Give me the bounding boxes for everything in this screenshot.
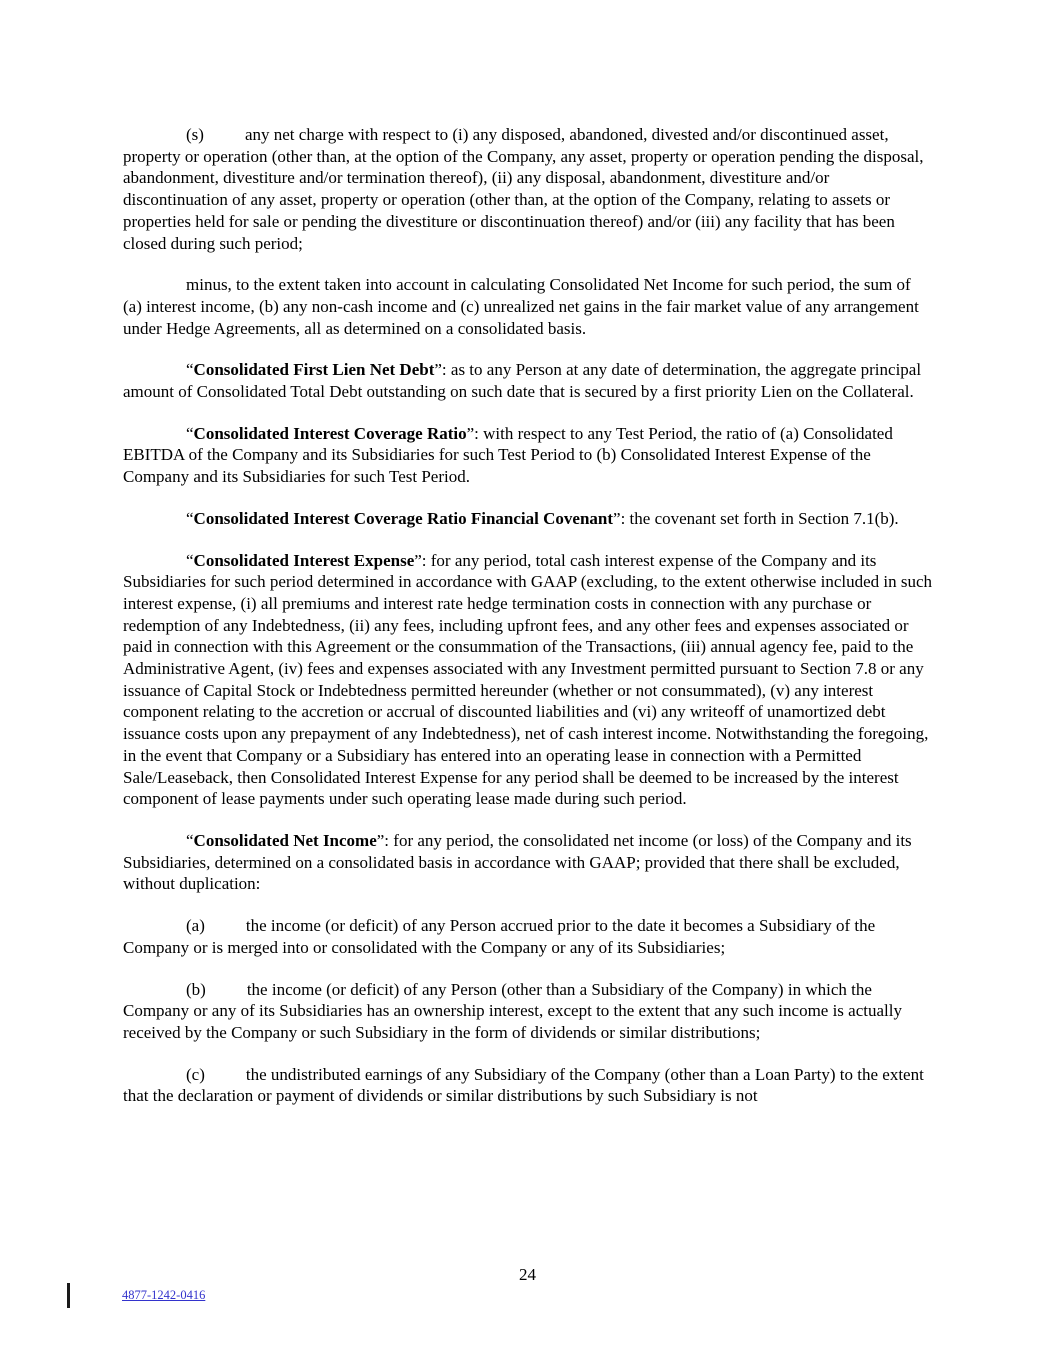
- open-quote: “: [186, 360, 194, 380]
- clause-text: the undistributed earnings of any Subsidiary of the Company (other than a Loan Party) to the extent that the declaration or payment of dividends or similar distributions by such Subsidiary is not: [123, 1064, 924, 1106]
- document-id-link[interactable]: 4877-1242-0416: [122, 1288, 206, 1302]
- defined-term: Consolidated Interest Expense: [193, 550, 415, 570]
- paragraph-text: minus, to the extent taken into account in calculating Consolidated Net Income for such period, the sum of (a) interest income, (b) any non-cash income and (c) unrealized net gains in the fair market value of any arrangement under Hedge Agreements, all as determined on a consolidated basis.: [123, 275, 919, 338]
- clause-label: (b): [186, 979, 206, 999]
- clause-c: [123, 1064, 933, 1107]
- defined-term: Consolidated Interest Coverage Ratio Financial Covenant: [193, 508, 614, 528]
- definition-consolidated-first-lien-net-debt: [123, 359, 933, 402]
- open-quote: “: [186, 423, 194, 443]
- open-quote: “: [186, 830, 194, 850]
- clause-text: the income (or deficit) of any Person (other than a Subsidiary of the Company) in which the Company or any of its Subsidiaries has an ownership interest, except to the extent that any such income is actually received by the Company or such Subsidiary in the form of dividends or similar distributions;: [123, 979, 902, 1042]
- open-quote: “: [186, 508, 194, 528]
- definition-text: ”: the covenant set forth in Section 7.1(b).: [613, 508, 899, 528]
- clause-s: [123, 124, 933, 254]
- definition-consolidated-net-income: [123, 830, 933, 895]
- open-quote: “: [186, 550, 194, 570]
- definition-text: ”: with respect to any Test Period, the ratio of (a) Consolidated EBITDA of the Company and its Subsidiaries for such Test Period to (b) Consolidated Interest Expense of the Company and its Subsidiaries for such Test Period.: [123, 423, 893, 487]
- definition-consolidated-interest-expense: [123, 550, 933, 810]
- definition-consolidated-interest-coverage-ratio-financial-covenant: [123, 508, 933, 530]
- clause-text: any net charge with respect to (i) any disposed, abandoned, divested and/or discontinued asset, property or operation (other than, at the option of the Company, any asset, property or operation pending the disposal, abandonment, divestiture and/or termination thereof), (ii) any disposal, abandonment, divestiture and/or discontinuation of any asset, property or operation (other than, at the option of the Company, relating to assets or properties held for sale or pending the divestiture or discontinuation thereof) and/or (iii) any facility that has been closed during such period;: [123, 125, 924, 253]
- paragraph-minus: [123, 274, 933, 339]
- definition-text: ”: as to any Person at any date of determination, the aggregate principal amount of Consolidated Total Debt outstanding on such date that is secured by a first priority Lien on the Collateral.: [123, 360, 922, 402]
- clause-b: [123, 979, 933, 1044]
- clause-label: (s): [186, 125, 204, 144]
- change-bar-marker: [67, 1283, 70, 1308]
- defined-term: Consolidated First Lien Net Debt: [193, 360, 435, 380]
- document-body: [123, 124, 933, 1127]
- clause-a: [123, 915, 933, 958]
- definition-text: ”: for any period, the consolidated net income (or loss) of the Company and its Subsidiaries, determined on a consolidated basis in accordance with GAAP; provided that there shall be excluded, without duplication:: [123, 830, 912, 894]
- clause-text: the income (or deficit) of any Person accrued prior to the date it becomes a Subsidiary of the Company or is merged into or consolidated with the Company or any of its Subsidiaries;: [123, 916, 876, 957]
- defined-term: Consolidated Interest Coverage Ratio: [193, 423, 467, 443]
- definition-text: ”: for any period, total cash interest expense of the Company and its Subsidiaries for such period determined in accordance with GAAP (excluding, to the extent otherwise included in such interest expense, (i) all premiums and interest rate hedge termination costs in connection with any purchase or redemption of any Indebtedness, (ii) any fees, including upfront fees, and any other fees and expenses associated or paid in connection with this Agreement or the consummation of the Transactions, (iii) annual agency fee, paid to the Administrative Agent, (iv) fees and expenses associated with any Investment permitted pursuant to Section 7.8 or any issuance of Capital Stock or Indebtedness permitted hereunder (whether or not consummated), (v) any interest component relating to the accretion or accrual of discounted liabilities and (vi) any writeoff of unamortized debt issuance costs upon any prepayment of any Indebtedness), net of cash interest income. Notwithstanding the foregoing, in the event that Company or a Subsidiary has entered into an operating lease in connection with a Permitted Sale/Leaseback, then Consolidated Interest Expense for any period shall be deemed to be increased by the interest component of lease payments under such operating lease made during such period.: [123, 550, 933, 809]
- page-number: 24: [519, 1265, 536, 1284]
- clause-label: (c): [186, 1064, 205, 1084]
- definition-consolidated-interest-coverage-ratio: [123, 423, 933, 488]
- clause-label: (a): [186, 916, 205, 936]
- defined-term: Consolidated Net Income: [193, 830, 377, 850]
